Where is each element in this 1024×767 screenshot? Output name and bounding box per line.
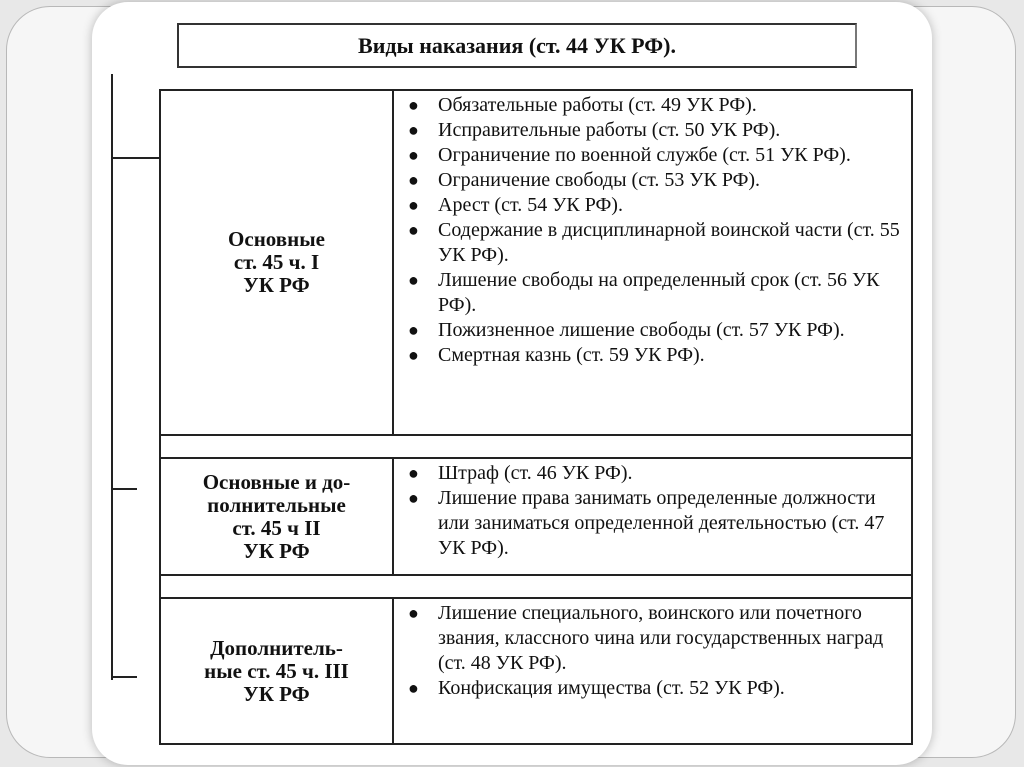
bullet-icon: ● xyxy=(408,170,419,190)
list-item: ● Смертная казнь (ст. 59 УК РФ). xyxy=(408,344,705,366)
bullet-icon: ● xyxy=(408,678,419,698)
items-additional xyxy=(394,597,913,745)
list-item: ● Арест (ст. 54 УК РФ). xyxy=(408,194,623,216)
list-item: ● Ограничение по военной службе (ст. 51 УК РФ). xyxy=(408,144,851,166)
list-item: ● Лишение специального, воинского или почетного звания, классного чина или государственных наград (ст. 48 УК РФ). xyxy=(408,602,884,674)
bullet-icon: ● xyxy=(408,120,419,140)
list-item: ● Содержание в дисциплинарной воинской части (ст. 55 УК РФ). xyxy=(408,219,900,266)
category-label-line: УК РФ xyxy=(243,273,310,297)
category-label-line: ст. 45 ч II xyxy=(232,515,321,540)
connector-branch-3 xyxy=(111,676,137,678)
category-main-and-additional xyxy=(159,457,394,576)
diagram-title: Виды наказания (ст. 44 УК РФ). xyxy=(177,23,857,68)
bullet-icon: ● xyxy=(408,195,419,215)
list-item: ● Исправительные работы (ст. 50 УК РФ). xyxy=(408,119,781,141)
bullet-icon: ● xyxy=(408,463,419,483)
list-item: ● Лишение права занимать определенные должности или заниматься определенной деятельностью (ст. 47 УК РФ). xyxy=(408,487,885,559)
list-item: ● Штраф (ст. 46 УК РФ). xyxy=(408,462,633,484)
bullet-icon: ● xyxy=(408,95,419,115)
category-main xyxy=(159,89,394,436)
category-label-line: Основные xyxy=(228,227,325,251)
connector-branch-1 xyxy=(111,157,159,159)
category-label-line: ные ст. 45 ч. III xyxy=(204,658,349,683)
items-main xyxy=(394,89,913,436)
bullet-icon: ● xyxy=(408,145,419,165)
bullet-icon: ● xyxy=(408,345,419,365)
bullet-icon: ● xyxy=(408,270,419,290)
category-label-line: УК РФ xyxy=(243,681,310,706)
bullet-icon: ● xyxy=(408,488,419,508)
list-item: ● Обязательные работы (ст. 49 УК РФ). xyxy=(408,94,757,116)
list-item: ● Конфискация имущества (ст. 52 УК РФ). xyxy=(408,677,785,699)
bullet-icon: ● xyxy=(408,220,419,240)
group-spacer xyxy=(159,576,913,597)
category-label-line: УК РФ xyxy=(243,538,310,563)
bullet-icon: ● xyxy=(408,320,419,340)
list-item: ● Ограничение свободы (ст. 53 УК РФ). xyxy=(408,169,761,191)
category-additional xyxy=(159,597,394,745)
list-item: ● Лишение свободы на определенный срок (ст. 56 УК РФ). xyxy=(408,269,880,316)
bullet-icon: ● xyxy=(408,603,419,623)
category-label-line: Основные и до- xyxy=(202,469,351,494)
category-label-line: Дополнитель- xyxy=(210,635,343,660)
items-main-and-additional xyxy=(394,457,913,576)
group-spacer xyxy=(159,436,913,457)
category-label-line: полнительные xyxy=(207,492,346,517)
connector-branch-2 xyxy=(111,488,137,490)
category-label-line: ст. 45 ч. I xyxy=(233,250,320,274)
connector-spine xyxy=(111,74,113,680)
list-item: ● Пожизненное лишение свободы (ст. 57 УК РФ). xyxy=(408,319,845,341)
